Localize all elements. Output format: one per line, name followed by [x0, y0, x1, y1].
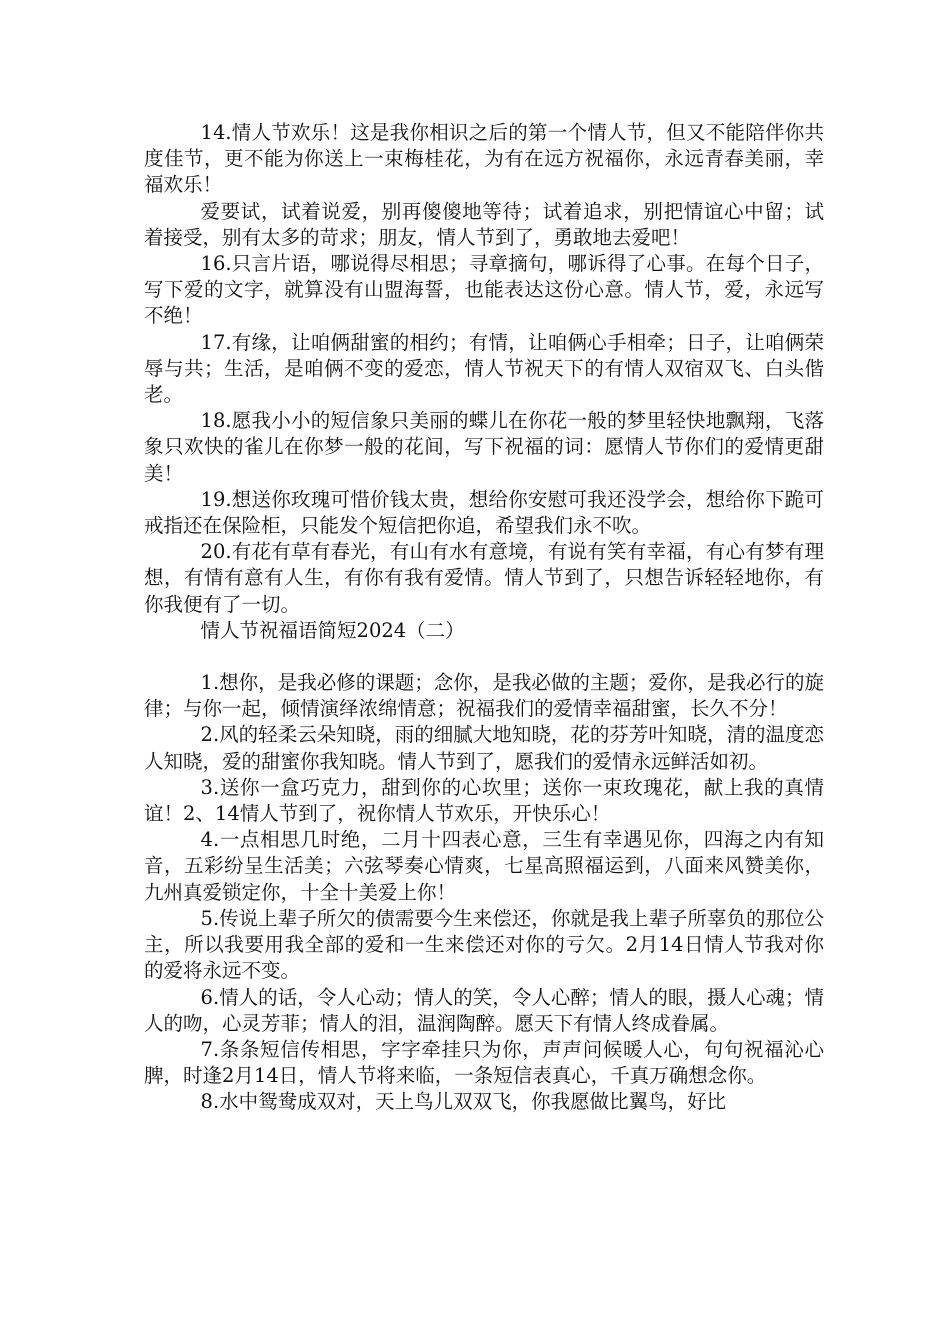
paragraph-7: 7.条条短信传相思，字字牵挂只为你，声声问候暖人心，句句祝福沁心脾，时逢2月14日，情人节将来临，一条短信表真心，千真万确想念你。 — [144, 1037, 824, 1088]
paragraph-1: 1.想你，是我必修的课题；念你，是我必做的主题；爱你，是我必行的旋律；与你一起，倾情演绎浓绵情意；祝福我们的爱情幸福甜蜜，长久不分！ — [144, 671, 824, 721]
paragraph-19: 19.想送你玫瑰可惜价钱太贵，想给你安慰可我还没学会，想给你下跪可戒指还在保险柜，只能发个短信把你追，希望我们永不吹。 — [144, 487, 824, 538]
paragraph-18: 18.愿我小小的短信象只美丽的蝶儿在你花一般的梦里轻快地飘翔，飞落象只欢快的雀儿在你梦一般的花间，写下祝福的词：愿情人节你们的爱情更甜美！ — [144, 409, 824, 485]
document-body — [144, 120, 824, 1116]
paragraph-2: 2.风的轻柔云朵知晓，雨的细腻大地知晓，花的芬芳叶知晓，清的温度恋人知晓，爱的甜蜜你我知晓。情人节到了，愿我们的爱情永远鲜活如初。 — [144, 723, 824, 773]
paragraph-8: 8.水中鸳鸯成双对，天上鸟儿双双飞，你我愿做比翼鸟，好比 — [200, 1090, 727, 1114]
paragraph-17: 17.有缘，让咱俩甜蜜的相约；有情，让咱俩心手相牵；日子，让咱俩荣辱与共；生活，是咱俩不变的爱恋，情人节祝天下的有情人双宿双飞、白头偕老。 — [144, 330, 824, 407]
paragraph-15: 爱要试，试着说爱，别再傻傻地等待；试着追求，别把情谊心中留；试着接受，别有太多的苛求；朋友，情人节到了，勇敢地去爱吧！ — [144, 199, 824, 249]
paragraph-5: 5.传说上辈子所欠的债需要今生来偿还，你就是我上辈子所辜负的那位公主，所以我要用我全部的爱和一生来偿还对你的亏欠。2月14日情人节我对你的爱将永远不变。 — [144, 906, 824, 983]
paragraph-20: 20.有花有草有春光，有山有水有意境，有说有笑有幸福，有心有梦有理想，有情有意有人生，有你有我有爱情。情人节到了，只想告诉轻轻地你，有你我便有了一切。 — [144, 540, 824, 616]
paragraph-16: 16.只言片语，哪说得尽相思；寻章摘句，哪诉得了心事。在每个日子，写下爱的文字，就算没有山盟海誓，也能表达这份心意。情人节，爱，永远写不绝！ — [144, 252, 824, 328]
blank-line — [144, 644, 824, 670]
paragraph-6: 6.情人的话，令人心动；情人的笑，令人心醉；情人的眼，摄人心魂；情人的吻，心灵芳菲；情人的泪，温润陶醉。愿天下有情人终成眷属。 — [144, 985, 824, 1035]
section-heading: 情人节祝福语简短2024（二） — [200, 618, 465, 642]
paragraph-14: 14.情人节欢乐！这是我你相识之后的第一个情人节，但又不能陪伴你共度佳节，更不能为你送上一束梅桂花，为有在远方祝福你，永远青春美丽，幸福欢乐！ — [144, 121, 824, 197]
paragraph-4: 4.一点相思几时绝，二月十四表心意，三生有幸遇见你，四海之内有知音，五彩纷呈生活美；六弦琴奏心情爽，七星高照福运到，八面来风赞美你，九州真爱锁定你，十全十美爱上你！ — [144, 828, 824, 904]
paragraph-3: 3.送你一盒巧克力，甜到你的心坎里；送你一束玫瑰花，献上我的真情谊！2、14情人节到了，祝你情人节欢乐，开快乐心！ — [144, 775, 824, 826]
